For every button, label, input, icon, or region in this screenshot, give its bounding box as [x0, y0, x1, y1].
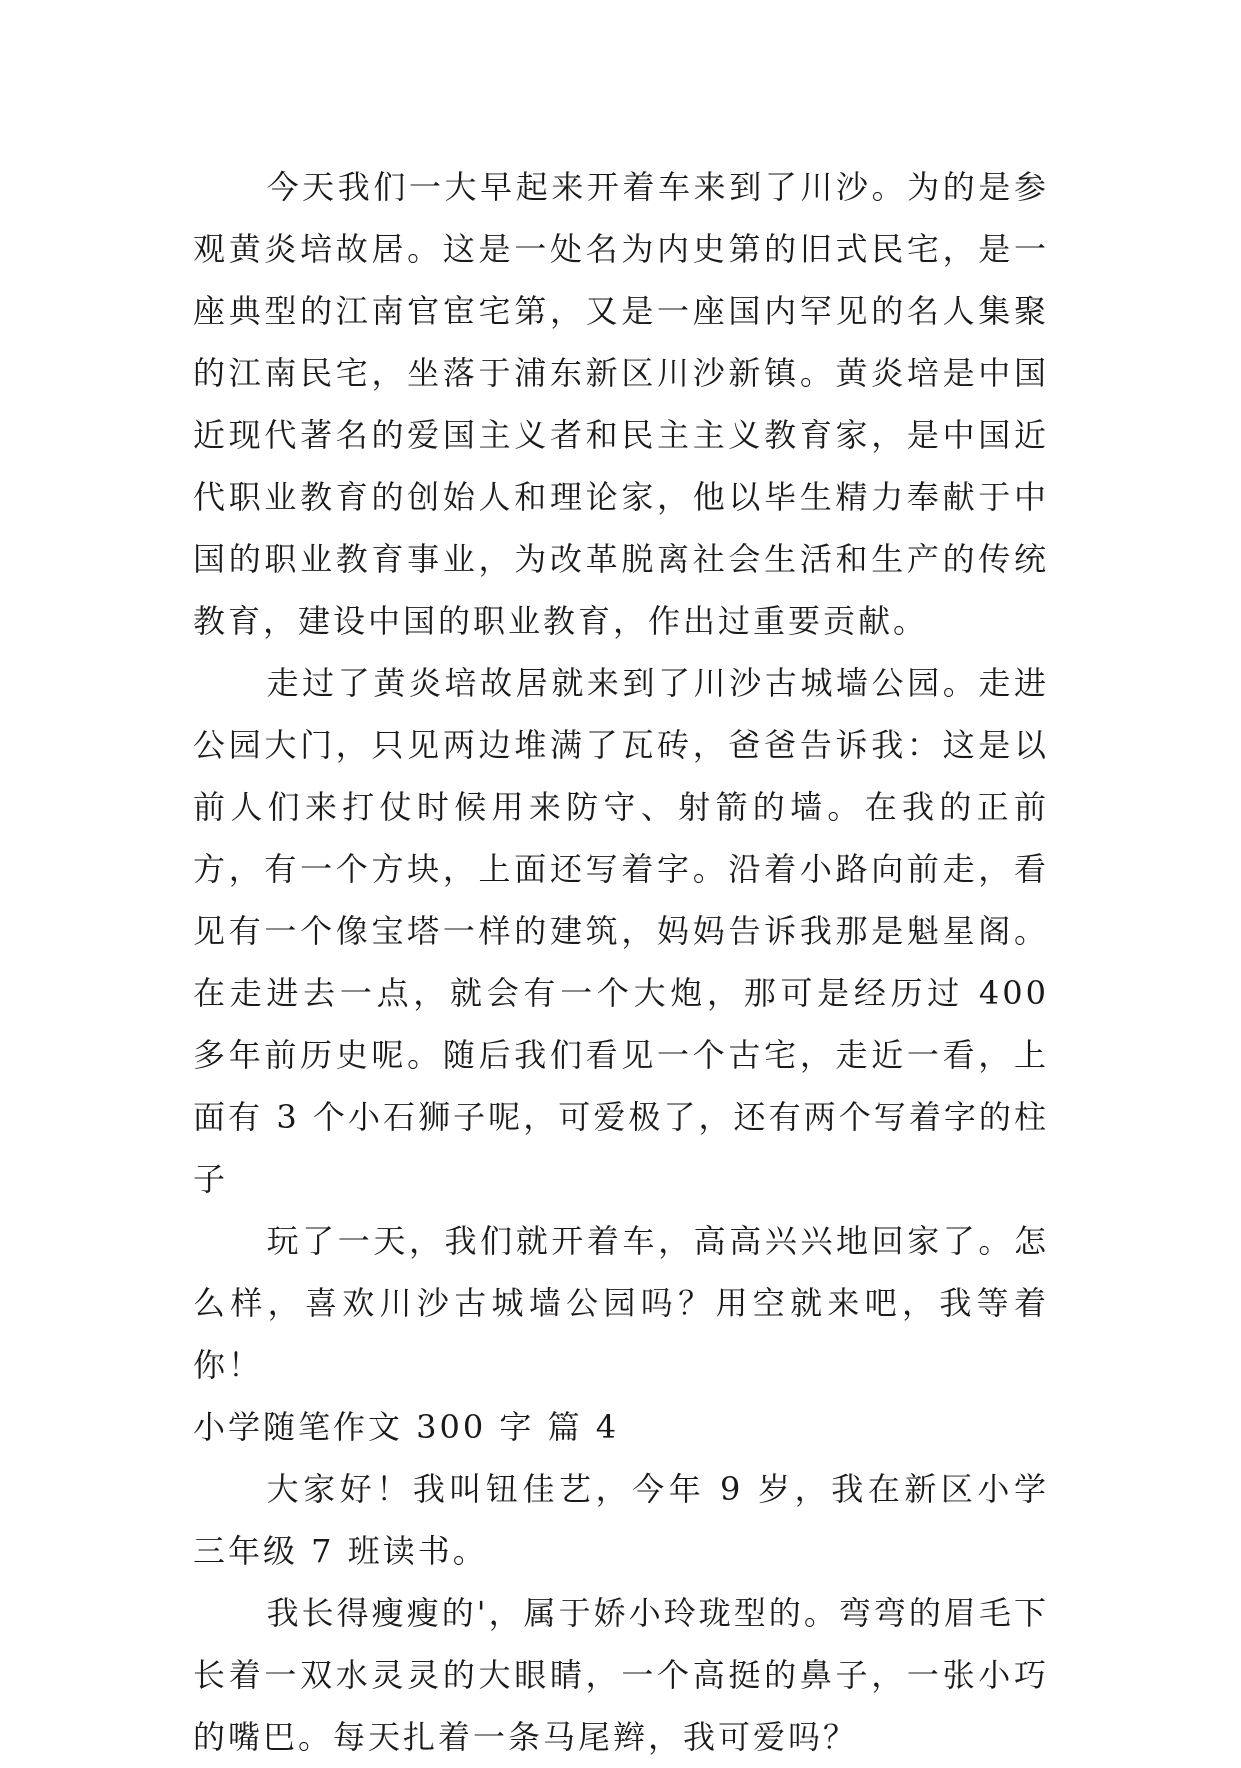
paragraph-self-intro: 大家好！我叫钮佳艺，今年 9 岁，我在新区小学三年级 7 班读书。 — [193, 1470, 1049, 1570]
document-body — [193, 156, 1049, 1768]
paragraph-appearance: 我长得瘦瘦的'，属于娇小玲珑型的。弯弯的眉毛下长着一双水灵灵的大眼睛，一个高挺的鼻子，一张小巧的嘴巴。每天扎着一条马尾辫，我可爱吗？ — [193, 1594, 1049, 1756]
essay-heading: 小学随笔作文 300 字 篇 4 — [193, 1408, 620, 1446]
paragraph-chuansha-visit: 今天我们一大早起来开着车来到了川沙。为的是参观黄炎培故居。这是一处名为内史第的旧式民宅，是一座典型的江南官宦宅第，又是一座国内罕见的名人集聚的江南民宅，坐落于浦东新区川沙新镇。黄炎培是中国近现代著名的爱国主义者和民主主义教育家，是中国近代职业教育的创始人和理论家，他以毕生精力奉献于中国的职业教育事业，为改革脱离社会生活和生产的传统教育，建设中国的职业教育，作出过重要贡献。 — [193, 168, 1049, 640]
paragraph-going-home: 玩了一天，我们就开着车，高高兴兴地回家了。怎么样，喜欢川沙古城墙公园吗？用空就来吧，我等着你！ — [193, 1222, 1049, 1384]
paragraph-city-wall-park: 走过了黄炎培故居就来到了川沙古城墙公园。走进公园大门，只见两边堆满了瓦砖，爸爸告诉我：这是以前人们来打仗时候用来防守、射箭的墙。在我的正前方，有一个方块，上面还写着字。沿着小路向前走，看见有一个像宝塔一样的建筑，妈妈告诉我那是魁星阁。在走进去一点，就会有一个大炮，那可是经历过 400 多年前历史呢。随后我们看见一个古宅，走近一看，上面有 3 个小石狮子呢，可爱极了，还有两个写着字的柱子 — [193, 664, 1049, 1198]
